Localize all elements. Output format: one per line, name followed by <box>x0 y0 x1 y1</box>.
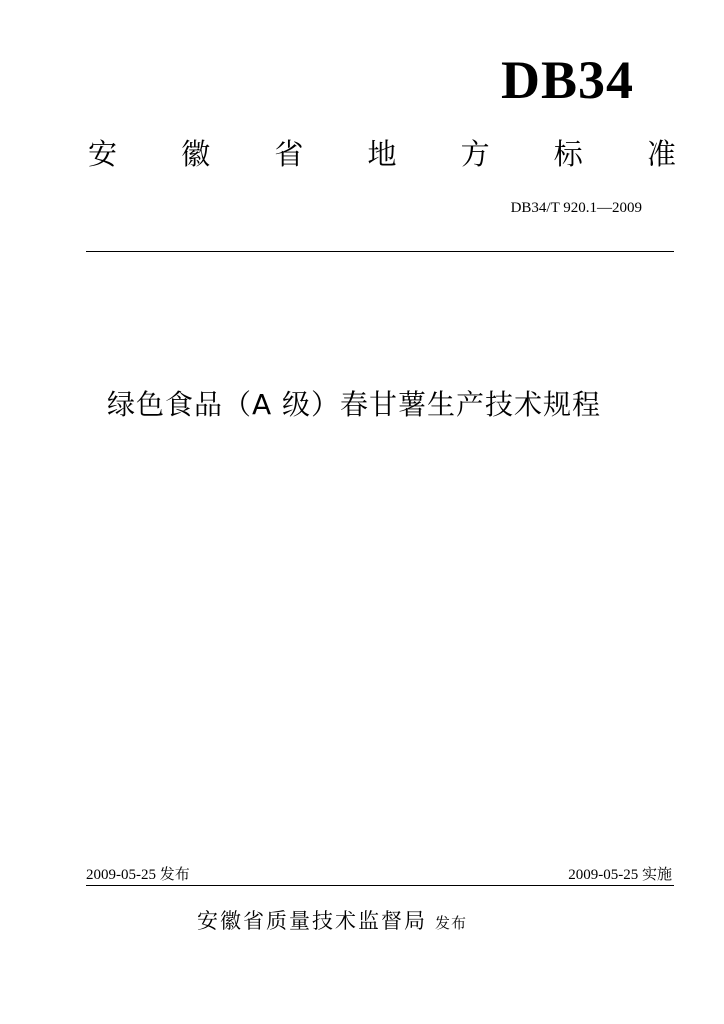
document-title: 绿色食品（A 级）春甘薯生产技术规程 <box>107 388 602 421</box>
issue-date-line <box>86 865 190 884</box>
publisher-line <box>197 906 467 938</box>
issuer-char: 准 <box>646 137 676 171</box>
implementation-date: 2009-05-25 <box>568 867 639 883</box>
issuer-heading <box>88 136 676 172</box>
issue-label: 发布 <box>159 865 190 883</box>
implementation-date-line <box>568 865 672 884</box>
implementation-label: 实施 <box>641 865 672 883</box>
issue-date: 2009-05-25 <box>86 867 156 883</box>
publisher-name: 安徽省质量技术监督局 <box>197 909 427 933</box>
issuer-char: 地 <box>367 137 397 171</box>
publisher-suffix: 发布 <box>435 914 468 932</box>
issuer-char: 省 <box>274 137 304 171</box>
standard-number: DB34/T 920.1—2009 <box>510 200 642 216</box>
issuer-char: 徽 <box>181 137 211 171</box>
top-divider <box>86 251 674 252</box>
issuer-char: 安 <box>88 137 118 171</box>
issuer-char: 标 <box>553 137 583 171</box>
bottom-divider <box>86 885 674 886</box>
issuer-char: 方 <box>460 137 490 171</box>
standard-code-mark: DB34 <box>500 50 634 110</box>
